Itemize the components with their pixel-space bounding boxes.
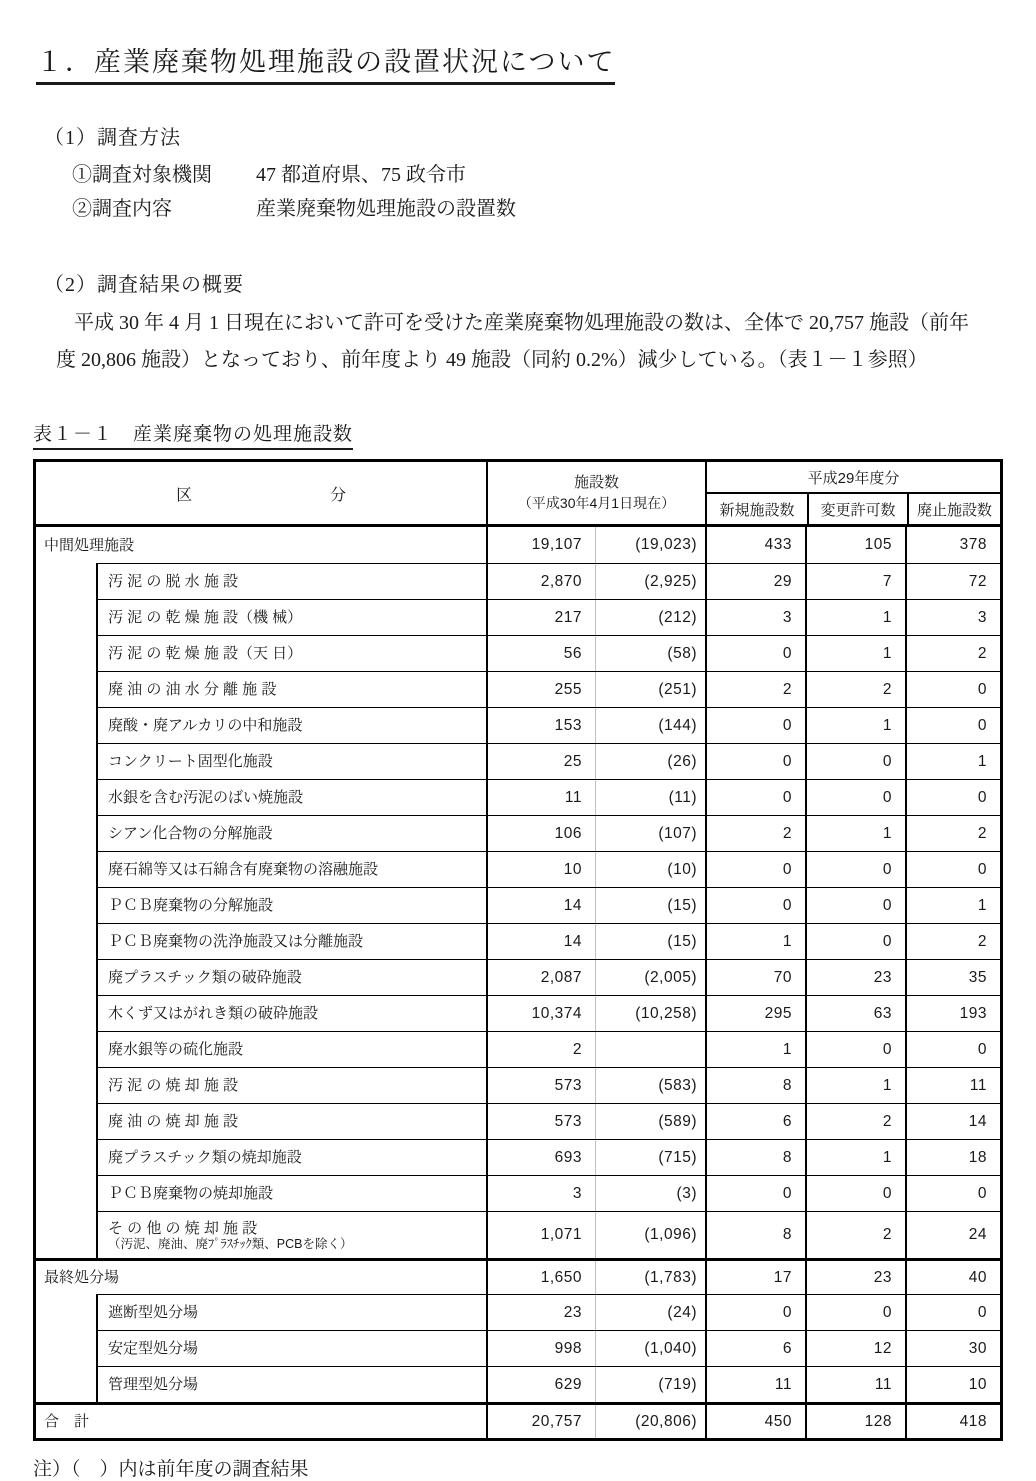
row-count-cell <box>486 815 705 851</box>
table-row <box>36 887 1000 923</box>
table-row <box>36 851 1000 887</box>
row-change-permits: 0 <box>805 1175 905 1211</box>
row-change-permits: 23 <box>805 1261 905 1294</box>
row-category-cell <box>96 1139 486 1175</box>
row-change-permits: 7 <box>805 563 905 599</box>
table-row <box>36 1366 1000 1402</box>
method-item <box>72 192 1006 226</box>
table-row <box>36 959 1000 995</box>
row-change-permits: 2 <box>805 671 905 707</box>
row-change-permits: 1 <box>805 599 905 635</box>
row-count-current: 11 <box>564 788 582 806</box>
row-count-cell <box>486 743 705 779</box>
row-new-facilities: 433 <box>705 527 805 563</box>
row-count-current: 573 <box>554 1112 582 1130</box>
row-indent <box>36 1294 96 1330</box>
table-row <box>36 671 1000 707</box>
row-change-permits: 63 <box>805 995 905 1031</box>
row-count-current: 10,374 <box>531 1004 582 1022</box>
row-count-previous: (10,258) <box>595 996 705 1031</box>
row-category-label: 水銀を含む汚泥のばい焼施設 <box>108 789 304 806</box>
table-row <box>36 1103 1000 1139</box>
row-new-facilities: 2 <box>705 815 805 851</box>
row-indent <box>36 1103 96 1139</box>
row-category-label: 廃水銀等の硫化施設 <box>108 1041 244 1058</box>
row-abolished-facilities: 378 <box>905 527 1000 563</box>
row-category-cell <box>36 1261 486 1294</box>
row-count-current: 2,087 <box>540 968 582 986</box>
row-category-cell <box>96 563 486 599</box>
row-count-previous: (107) <box>595 816 705 851</box>
row-abolished-facilities: 24 <box>905 1211 1000 1258</box>
row-count-cell <box>486 1175 705 1211</box>
row-category-label: 木くず又はがれき類の破砕施設 <box>108 1005 319 1022</box>
row-category-label: 汚 泥 の 乾 燥 施 設（機 械） <box>108 609 303 626</box>
row-abolished-facilities: 0 <box>905 707 1000 743</box>
row-new-facilities: 0 <box>705 743 805 779</box>
header-change-permits: 変更許可数 <box>807 494 907 524</box>
table-row <box>36 779 1000 815</box>
row-change-permits: 128 <box>805 1405 905 1438</box>
section2-heading: （2）調査結果の概要 <box>44 274 244 296</box>
row-indent <box>36 779 96 815</box>
row-indent <box>36 599 96 635</box>
section-survey-results <box>44 268 1006 379</box>
row-count-previous: (2,925) <box>595 564 705 599</box>
table-row <box>36 563 1000 599</box>
row-count-previous: (10) <box>595 852 705 887</box>
method-item-label: ②調査内容 <box>72 198 172 220</box>
row-abolished-facilities: 3 <box>905 599 1000 635</box>
method-item-label: ①調査対象機関 <box>72 164 212 186</box>
header-count-line2: （平成30年4月1日現在） <box>517 495 676 511</box>
row-count-current: 106 <box>554 824 582 842</box>
row-category-label: 最終処分場 <box>44 1269 120 1286</box>
row-new-facilities: 1 <box>705 923 805 959</box>
row-count-previous: (58) <box>595 636 705 671</box>
row-count-cell <box>486 1405 705 1438</box>
row-count-previous: (15) <box>595 924 705 959</box>
row-change-permits: 2 <box>805 1211 905 1258</box>
table-row <box>36 1139 1000 1175</box>
row-abolished-facilities: 40 <box>905 1261 1000 1294</box>
summary-paragraph <box>56 305 1006 379</box>
row-category-sublabel: （汚泥、廃油、廃ﾌﾟﾗｽﾁｯｸ類、PCBを除く） <box>108 1236 353 1251</box>
table-row <box>36 815 1000 851</box>
row-abolished-facilities: 1 <box>905 743 1000 779</box>
row-new-facilities: 6 <box>705 1330 805 1366</box>
row-category-cell <box>96 1175 486 1211</box>
row-category-label: 廃石綿等又は石綿含有廃棄物の溶融施設 <box>108 861 379 878</box>
row-indent <box>36 851 96 887</box>
row-abolished-facilities: 14 <box>905 1103 1000 1139</box>
row-indent <box>36 887 96 923</box>
table-row <box>36 1175 1000 1211</box>
row-category-cell <box>96 923 486 959</box>
row-count-cell <box>486 959 705 995</box>
row-abolished-facilities: 0 <box>905 851 1000 887</box>
row-abolished-facilities: 0 <box>905 1031 1000 1067</box>
row-count-cell <box>486 707 705 743</box>
row-count-previous: (20,806) <box>595 1405 705 1438</box>
facility-table <box>33 459 1003 1441</box>
row-new-facilities: 0 <box>705 887 805 923</box>
row-indent <box>36 1031 96 1067</box>
row-count-cell <box>486 1261 705 1294</box>
row-count-previous: (715) <box>595 1140 705 1175</box>
section1-heading: （1）調査方法 <box>44 127 181 149</box>
row-count-previous: (583) <box>595 1068 705 1103</box>
row-category-cell <box>36 527 486 563</box>
row-change-permits: 11 <box>805 1366 905 1402</box>
row-new-facilities: 3 <box>705 599 805 635</box>
row-abolished-facilities: 2 <box>905 635 1000 671</box>
row-indent <box>36 707 96 743</box>
row-category-cell <box>96 1103 486 1139</box>
row-change-permits: 0 <box>805 851 905 887</box>
row-category-cell <box>96 851 486 887</box>
row-count-current: 10 <box>563 860 582 878</box>
header-abolished-facilities: 廃止施設数 <box>907 494 1000 524</box>
row-abolished-facilities: 2 <box>905 815 1000 851</box>
row-count-current: 20,757 <box>531 1412 582 1430</box>
row-abolished-facilities: 1 <box>905 887 1000 923</box>
row-count-previous: (1,040) <box>595 1331 705 1366</box>
row-abolished-facilities: 193 <box>905 995 1000 1031</box>
row-count-cell <box>486 563 705 599</box>
row-category-label: 廃プラスチック類の焼却施設 <box>108 1149 302 1166</box>
table-row <box>36 1031 1000 1067</box>
row-new-facilities: 29 <box>705 563 805 599</box>
row-count-cell <box>486 923 705 959</box>
row-category-label: 廃 油 の 油 水 分 離 施 設 <box>108 681 277 698</box>
row-count-cell <box>486 887 705 923</box>
row-count-cell <box>486 1294 705 1330</box>
row-count-previous: (15) <box>595 888 705 923</box>
row-count-previous: (24) <box>595 1295 705 1330</box>
section-survey-method <box>44 121 1006 226</box>
method-item-value: 47 都道府県、75 政令市 <box>256 164 466 186</box>
row-new-facilities: 0 <box>705 635 805 671</box>
row-category-label: そ の 他 の 焼 却 施 設 <box>108 1219 258 1237</box>
row-category-label: 汚 泥 の 乾 燥 施 設（天 日） <box>108 645 303 662</box>
row-indent <box>36 1211 96 1258</box>
table-row <box>36 707 1000 743</box>
row-count-cell <box>486 599 705 635</box>
row-indent <box>36 635 96 671</box>
table-row <box>36 743 1000 779</box>
table-row <box>36 1294 1000 1330</box>
summary-line-2: 度 20,806 施設）となっており、前年度より 49 施設（同約 0.2%）減少している。（表１－１参照） <box>56 349 928 371</box>
row-abolished-facilities: 72 <box>905 563 1000 599</box>
row-new-facilities: 0 <box>705 851 805 887</box>
row-new-facilities: 8 <box>705 1067 805 1103</box>
row-category-cell <box>96 1330 486 1366</box>
row-category-label: 中間処理施設 <box>44 536 135 554</box>
row-category-label: 合 計 <box>44 1413 90 1430</box>
row-count-previous: (3) <box>595 1176 705 1211</box>
row-count-current: 3 <box>572 1184 582 1202</box>
header-count-cell <box>486 462 705 524</box>
row-new-facilities: 6 <box>705 1103 805 1139</box>
row-category-cell <box>96 671 486 707</box>
header-year-subcolumns <box>707 494 1000 524</box>
table-header <box>36 462 1000 527</box>
row-count-current: 573 <box>554 1076 582 1094</box>
row-change-permits: 0 <box>805 887 905 923</box>
row-new-facilities: 2 <box>705 671 805 707</box>
row-count-previous: (26) <box>595 744 705 779</box>
row-abolished-facilities: 35 <box>905 959 1000 995</box>
row-category-cell <box>96 635 486 671</box>
row-indent <box>36 1366 96 1402</box>
row-change-permits: 1 <box>805 1139 905 1175</box>
row-abolished-facilities: 30 <box>905 1330 1000 1366</box>
row-count-current: 19,107 <box>531 536 582 553</box>
header-category-right: 分 <box>330 486 347 504</box>
row-count-previous: (11) <box>595 780 705 815</box>
row-change-permits: 12 <box>805 1330 905 1366</box>
row-count-cell <box>486 1139 705 1175</box>
row-count-previous: (719) <box>595 1367 705 1402</box>
row-count-current: 629 <box>554 1375 582 1393</box>
row-count-previous: (1,096) <box>595 1212 705 1258</box>
table-row <box>36 1402 1000 1438</box>
row-indent <box>36 995 96 1031</box>
table-row <box>36 599 1000 635</box>
header-category-left: 区 <box>175 486 192 504</box>
row-category-label: ＰＣＢ廃棄物の焼却施設 <box>108 1185 274 1202</box>
row-count-cell <box>486 1031 705 1067</box>
footnote: 注）（ ）内は前年度の調査結果 <box>33 1459 309 1480</box>
row-change-permits: 0 <box>805 1294 905 1330</box>
row-count-cell <box>486 851 705 887</box>
row-count-current: 14 <box>563 932 582 950</box>
row-count-cell <box>486 527 705 563</box>
row-category-label: 汚 泥 の 脱 水 施 設 <box>108 573 239 590</box>
row-count-cell <box>486 1330 705 1366</box>
row-indent <box>36 1330 96 1366</box>
row-count-current: 693 <box>554 1148 582 1166</box>
header-category-cell <box>36 462 486 524</box>
row-category-cell <box>96 887 486 923</box>
row-category-label: ＰＣＢ廃棄物の洗浄施設又は分離施設 <box>108 933 364 950</box>
row-new-facilities: 295 <box>705 995 805 1031</box>
row-indent <box>36 959 96 995</box>
row-abolished-facilities: 10 <box>905 1366 1000 1402</box>
row-count-current: 56 <box>563 644 582 662</box>
row-category-cell <box>96 707 486 743</box>
row-count-previous: (19,023) <box>595 527 705 563</box>
row-count-current: 217 <box>554 608 582 626</box>
row-change-permits: 1 <box>805 1067 905 1103</box>
row-category-cell <box>96 1366 486 1402</box>
row-category-label: ＰＣＢ廃棄物の分解施設 <box>108 897 274 914</box>
row-category-cell <box>96 779 486 815</box>
row-indent <box>36 1139 96 1175</box>
row-abolished-facilities: 0 <box>905 671 1000 707</box>
table-row <box>36 1067 1000 1103</box>
row-category-label: 汚 泥 の 焼 却 施 設 <box>108 1077 239 1094</box>
row-count-current: 23 <box>563 1303 582 1321</box>
row-count-current: 2 <box>572 1040 582 1058</box>
row-category-cell <box>96 959 486 995</box>
table-row <box>36 1330 1000 1366</box>
row-count-current: 14 <box>563 896 582 914</box>
row-change-permits: 2 <box>805 1103 905 1139</box>
row-category-cell <box>96 1031 486 1067</box>
row-count-current: 255 <box>554 680 582 698</box>
row-new-facilities: 450 <box>705 1405 805 1438</box>
row-category-label: シアン化合物の分解施設 <box>108 825 273 842</box>
row-new-facilities: 8 <box>705 1139 805 1175</box>
row-indent <box>36 563 96 599</box>
row-count-previous: (1,783) <box>595 1261 705 1294</box>
row-count-cell <box>486 671 705 707</box>
table-row <box>36 1258 1000 1294</box>
row-new-facilities: 0 <box>705 1294 805 1330</box>
row-new-facilities: 70 <box>705 959 805 995</box>
row-change-permits: 0 <box>805 779 905 815</box>
row-new-facilities: 8 <box>705 1211 805 1258</box>
header-count-line1: 施設数 <box>573 474 619 491</box>
row-category-cell <box>36 1405 486 1438</box>
row-change-permits: 1 <box>805 635 905 671</box>
row-count-cell <box>486 1067 705 1103</box>
table-row <box>36 1211 1000 1258</box>
page-title: １．産業廃棄物処理施設の設置状況について <box>36 40 615 85</box>
row-count-previous: (212) <box>595 600 705 635</box>
row-indent <box>36 671 96 707</box>
summary-line-1: 平成 30 年 4 月 1 日現在において許可を受けた産業廃棄物処理施設の数は、全体で 20,757 施設（前年 <box>74 312 969 334</box>
row-indent <box>36 815 96 851</box>
row-count-previous: (144) <box>595 708 705 743</box>
table-row <box>36 923 1000 959</box>
row-change-permits: 1 <box>805 815 905 851</box>
row-new-facilities: 11 <box>705 1366 805 1402</box>
row-count-current: 153 <box>554 716 582 734</box>
row-category-cell <box>96 995 486 1031</box>
row-change-permits: 0 <box>805 923 905 959</box>
table-body <box>36 527 1000 1438</box>
row-category-label: 遮断型処分場 <box>108 1304 199 1321</box>
row-count-cell <box>486 1366 705 1402</box>
row-count-previous: (251) <box>595 672 705 707</box>
row-abolished-facilities: 418 <box>905 1405 1000 1438</box>
row-new-facilities: 17 <box>705 1261 805 1294</box>
row-abolished-facilities: 18 <box>905 1139 1000 1175</box>
header-new-facilities: 新規施設数 <box>719 501 795 519</box>
row-indent <box>36 1175 96 1211</box>
table-row <box>36 527 1000 563</box>
row-count-cell <box>486 995 705 1031</box>
row-indent <box>36 923 96 959</box>
table-row <box>36 635 1000 671</box>
row-count-previous <box>595 1032 705 1067</box>
row-category-label: 廃 油 の 焼 却 施 設 <box>108 1113 239 1130</box>
row-count-current: 998 <box>554 1339 582 1357</box>
row-category-cell <box>96 1211 486 1258</box>
row-count-current: 1,071 <box>540 1226 582 1243</box>
row-category-cell <box>96 599 486 635</box>
method-items <box>72 158 1006 226</box>
row-change-permits: 23 <box>805 959 905 995</box>
row-count-previous: (2,005) <box>595 960 705 995</box>
row-change-permits: 1 <box>805 707 905 743</box>
row-count-cell <box>486 635 705 671</box>
method-item-value: 産業廃棄物処理施設の設置数 <box>256 198 516 220</box>
row-new-facilities: 0 <box>705 1175 805 1211</box>
row-count-current: 1,650 <box>540 1268 582 1286</box>
row-category-cell <box>96 815 486 851</box>
row-category-label: コンクリート固型化施設 <box>108 753 273 770</box>
row-category-cell <box>96 1067 486 1103</box>
table-title: 表１－１ 産業廃棄物の処理施設数 <box>33 419 353 450</box>
row-abolished-facilities: 0 <box>905 779 1000 815</box>
row-category-label: 管理型処分場 <box>108 1376 199 1393</box>
row-indent <box>36 1067 96 1103</box>
row-count-cell <box>486 779 705 815</box>
row-category-label: 廃プラスチック類の破砕施設 <box>108 969 302 986</box>
row-abolished-facilities: 11 <box>905 1067 1000 1103</box>
row-abolished-facilities: 0 <box>905 1294 1000 1330</box>
row-new-facilities: 0 <box>705 779 805 815</box>
row-count-current: 25 <box>563 752 582 770</box>
row-category-label: 安定型処分場 <box>108 1340 199 1357</box>
row-indent <box>36 743 96 779</box>
row-abolished-facilities: 2 <box>905 923 1000 959</box>
row-new-facilities: 1 <box>705 1031 805 1067</box>
row-category-label: 廃酸・廃アルカリの中和施設 <box>108 717 303 734</box>
row-count-current: 2,870 <box>540 572 582 590</box>
header-year-group <box>705 462 1000 524</box>
row-change-permits: 0 <box>805 1031 905 1067</box>
row-count-cell <box>486 1103 705 1139</box>
table-row <box>36 995 1000 1031</box>
row-category-cell <box>96 1294 486 1330</box>
row-change-permits: 105 <box>805 527 905 563</box>
method-item <box>72 158 1006 192</box>
row-category-cell <box>96 743 486 779</box>
row-change-permits: 0 <box>805 743 905 779</box>
row-new-facilities: 0 <box>705 707 805 743</box>
row-count-previous: (589) <box>595 1104 705 1139</box>
header-year-label: 平成29年度分 <box>707 462 1000 494</box>
row-count-cell <box>486 1211 705 1258</box>
row-abolished-facilities: 0 <box>905 1175 1000 1211</box>
